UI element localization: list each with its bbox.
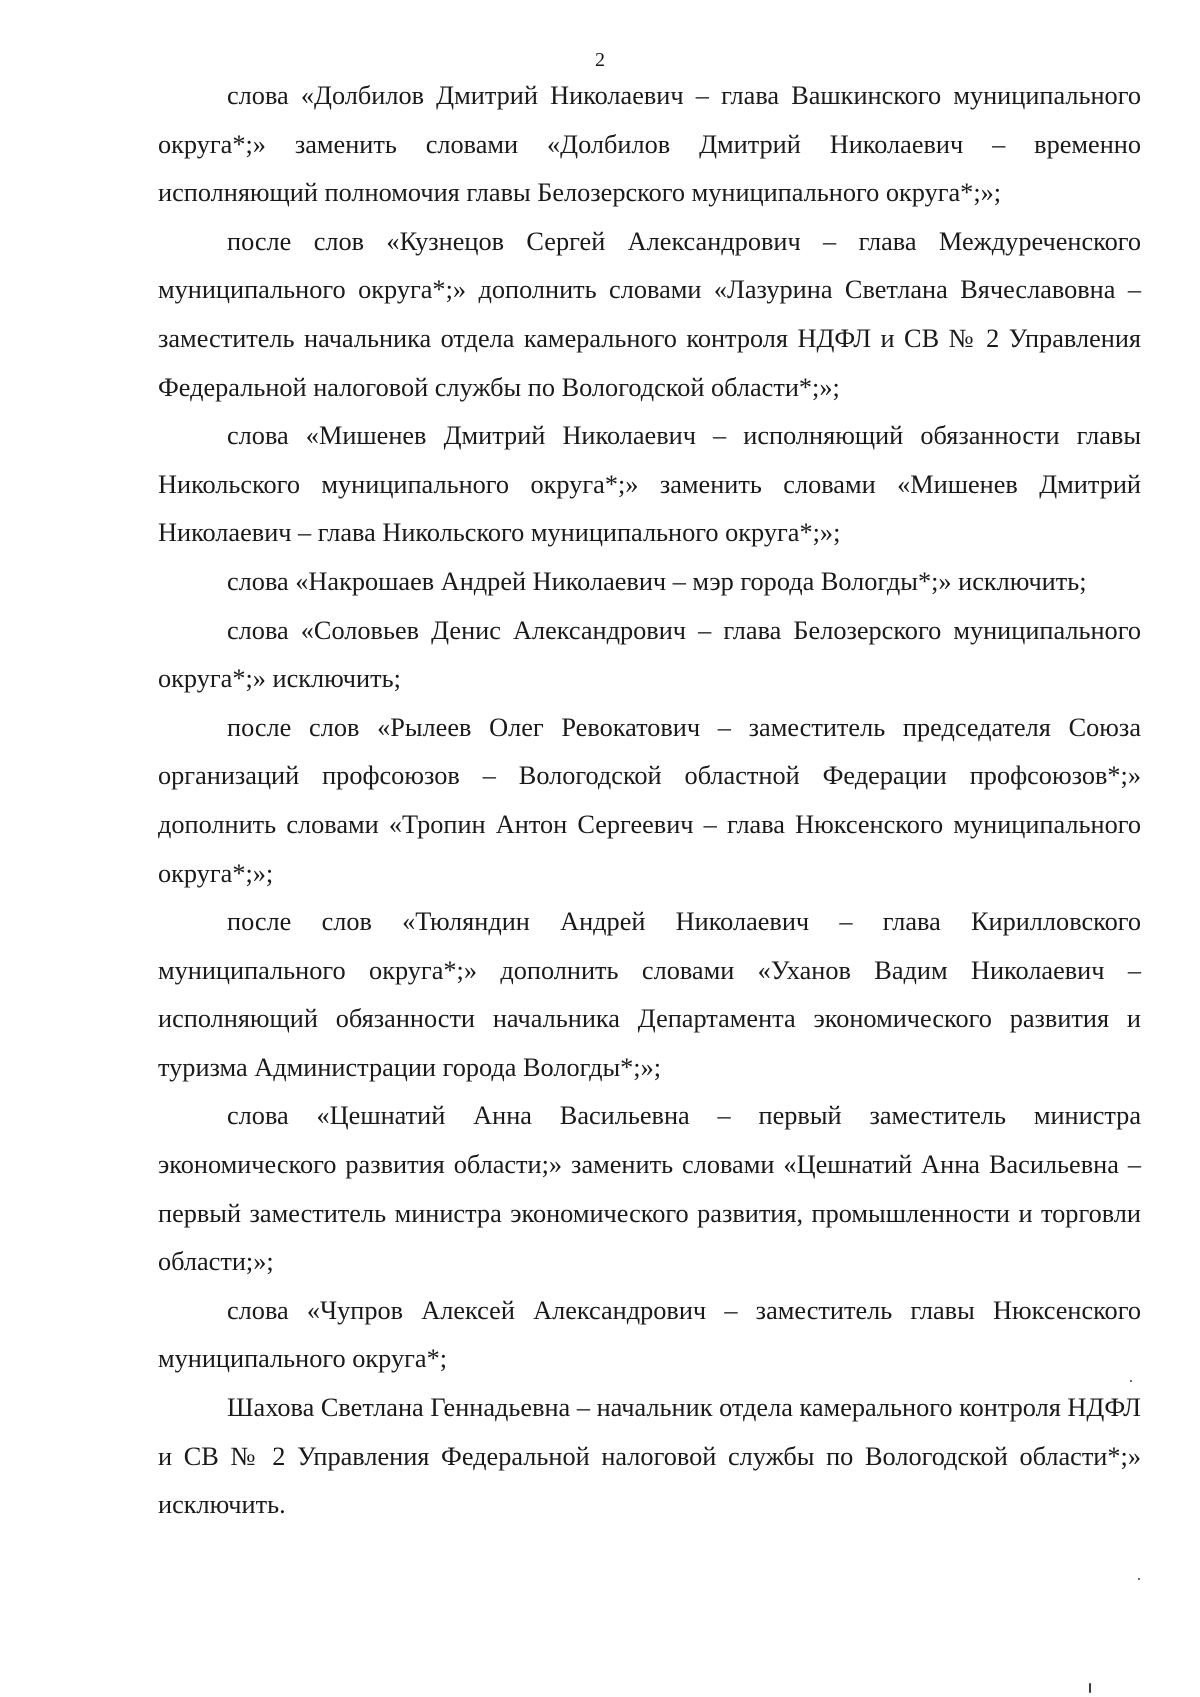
paragraph-6: после слов «Рылеев Олег Ревокатович – заместитель председателя Союза организаций профсоюзов – Вологодской областной Федерации профсоюзов*;» дополнить словами «Тропин Антон Сергеевич – глава Нюксенского муниципального округа*;»; (158, 712, 1141, 888)
paragraph-1: слова «Долбилов Дмитрий Николаевич – глава Вашкинского муниципального округа*;» заменить словами «Долбилов Дмитрий Николаевич – временно исполняющий полномочия главы Белозерского муниципального округа*;»; (158, 81, 1141, 208)
paragraph-3: слова «Мишенев Дмитрий Николаевич – исполняющий обязанности главы Никольского муниципального округа*;» заменить словами «Мишенев Дмитрий Николаевич – глава Никольского муниципального округа*;»; (158, 421, 1141, 548)
paragraph-2: после слов «Кузнецов Сергей Александрович – глава Междуреченского муниципального округа*;» дополнить словами «Лазурина Светлана Вячеславовна – заместитель начальника отдела камерального контроля НДФЛ и СВ № 2 Управления Федеральной налоговой службы по Вологодской области*;»; (158, 226, 1141, 402)
paragraph-10: Шахова Светлана Геннадьевна – начальник отдела камерального контроля НДФЛ и СВ № 2 Управления Федеральной налоговой службы по Вологодской области*;» исключить. (158, 1393, 1141, 1520)
scan-speck (1089, 1683, 1091, 1693)
page-number: 2 (595, 49, 605, 71)
paragraph-4: слова «Накрошаев Андрей Николаевич – мэр города Вологды*;» исключить; (227, 566, 1087, 596)
paragraph-9: слова «Чупров Алексей Александрович – заместитель главы Нюксенского муниципального округа*; (158, 1295, 1141, 1374)
paragraph-5: слова «Соловьев Денис Александрович – глава Белозерского муниципального округа*;» исключить; (158, 615, 1141, 694)
paragraph-7: после слов «Тюляндин Андрей Николаевич – глава Кирилловского муниципального округа*;» дополнить словами «Уханов Вадим Николаевич – исполняющий обязанности начальника Департамента экономического развития и туризма Администрации города Вологды*;»; (158, 907, 1141, 1082)
scan-speck (1138, 1578, 1140, 1580)
document-body (158, 72, 1141, 1530)
scan-speck (1130, 1380, 1132, 1382)
paragraph-8: слова «Цешнатий Анна Васильевна – первый заместитель министра экономического развития области;» заменить словами «Цешнатий Анна Васильевна – первый заместитель министра экономического развития, промышленности и торговли области;»; (158, 1101, 1141, 1277)
